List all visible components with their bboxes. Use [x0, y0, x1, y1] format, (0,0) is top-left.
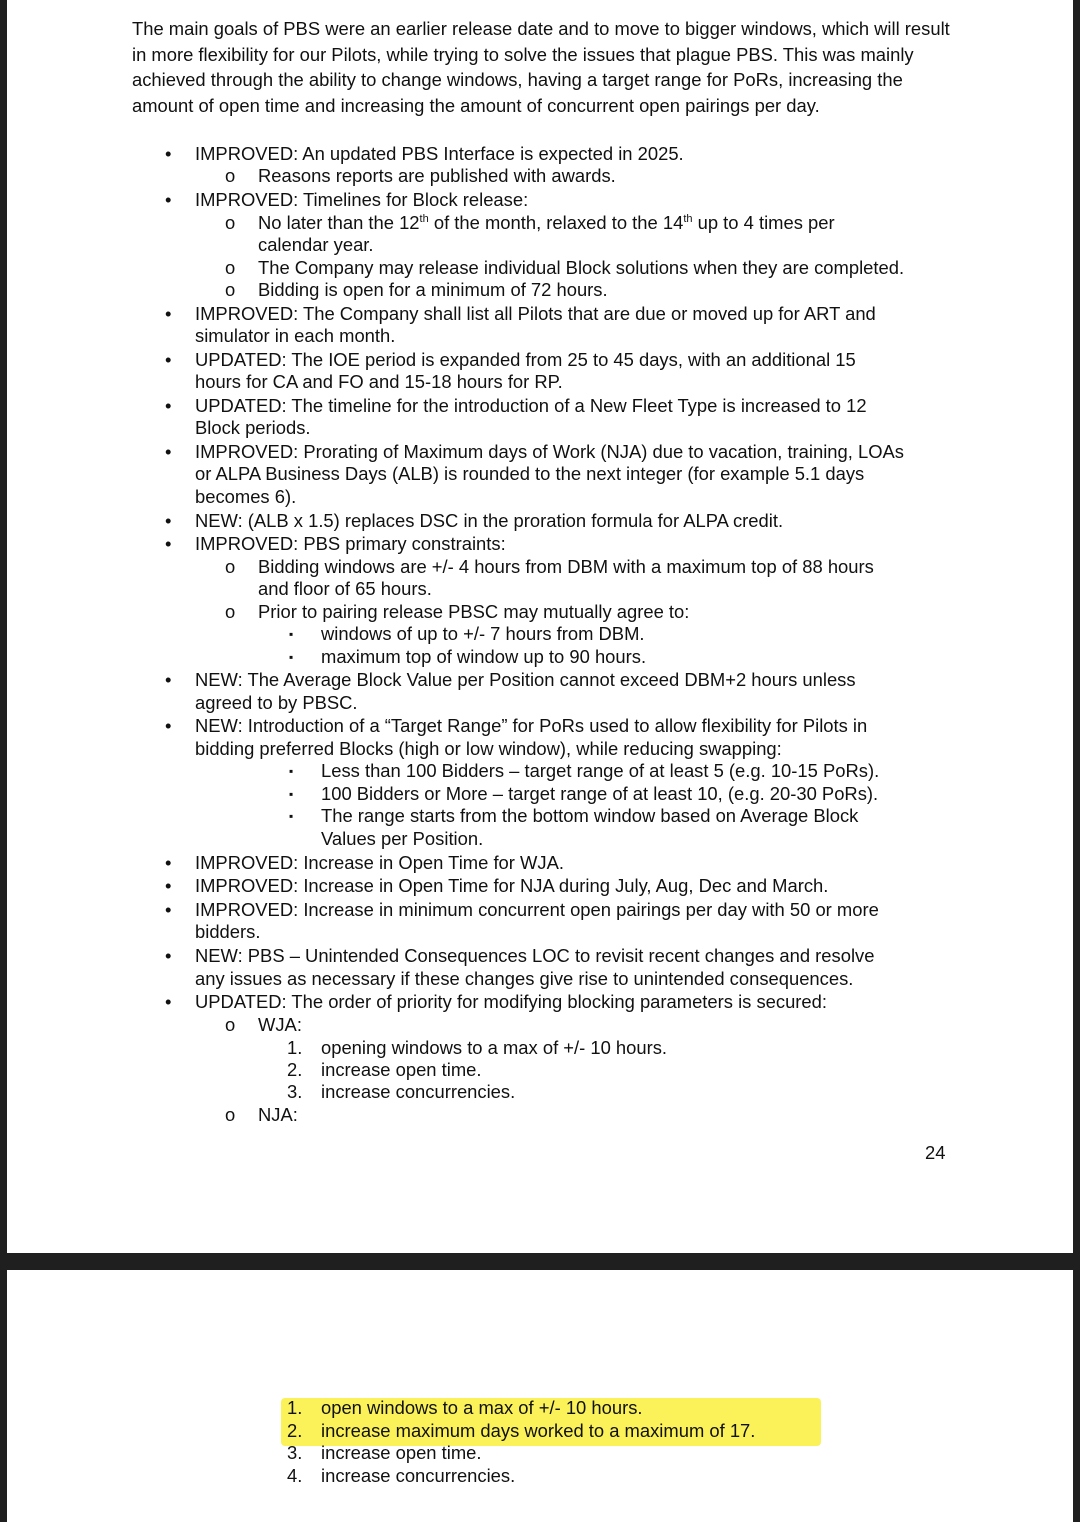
item-wja-label: WJA: [258, 1014, 302, 1035]
item-nja-1: open windows to a max of +/- 10 hours. [321, 1397, 643, 1418]
item-concurrent-pairings: IMPROVED: Increase in minimum concurrent open pairings per day with 50 or more [195, 899, 879, 920]
square-marker: ▪ [289, 650, 294, 664]
item-bidding-open: Bidding is open for a minimum of 72 hours. [258, 279, 608, 300]
circle-marker: o [225, 279, 236, 300]
item-bidding-windows-cont: and floor of 65 hours. [258, 578, 432, 599]
item-range-starts: The range starts from the bottom window based on Average Block [321, 805, 859, 826]
list-number: 1. [287, 1397, 303, 1418]
item-ioe: UPDATED: The IOE period is expanded from 25 to 45 days, with an additional 15 [195, 349, 856, 370]
circle-marker: o [225, 1014, 236, 1035]
circle-marker: o [225, 212, 236, 233]
bullet-marker: • [165, 852, 172, 873]
bullet-marker: • [165, 349, 172, 370]
list-number: 2. [287, 1059, 303, 1080]
square-marker: ▪ [289, 809, 294, 823]
list-number: 2. [287, 1420, 303, 1441]
item-prorating-cont: or ALPA Business Days (ALB) is rounded to the next integer (for example 5.1 days [195, 463, 865, 484]
bullet-marker: • [165, 991, 172, 1012]
square-marker: ▪ [289, 787, 294, 801]
item-primary-constraints: IMPROVED: PBS primary constraints: [195, 533, 506, 554]
item-wja-3: increase concurrencies. [321, 1081, 516, 1102]
item-alb-formula: NEW: (ALB x 1.5) replaces DSC in the proration formula for ALPA credit. [195, 510, 784, 531]
list-number: 3. [287, 1442, 303, 1463]
item-target-range: NEW: Introduction of a “Target Range” for PoRs used to allow flexibility for Pilots in [195, 715, 868, 736]
circle-marker: o [225, 601, 236, 622]
item-timelines: IMPROVED: Timelines for Block release: [195, 189, 529, 210]
item-art-list-cont: simulator in each month. [195, 325, 396, 346]
item-prorating: IMPROVED: Prorating of Maximum days of Work (NJA) due to vacation, training, LOAs [195, 441, 904, 462]
item-pbsc-agree: Prior to pairing release PBSC may mutually agree to: [258, 601, 690, 622]
circle-marker: o [225, 1104, 236, 1125]
item-target-range-cont: bidding preferred Blocks (high or low window), while reducing swapping: [195, 738, 782, 759]
item-reasons-reports: Reasons reports are published with awards. [258, 165, 616, 186]
item-ioe-cont: hours for CA and FO and 15-18 hours for RP. [195, 371, 563, 392]
item-nja-3: increase open time. [321, 1442, 482, 1463]
item-range-starts-cont: Values per Position. [321, 828, 484, 849]
list-number: 4. [287, 1465, 303, 1486]
item-interface: IMPROVED: An updated PBS Interface is expected in 2025. [195, 143, 684, 164]
item-top-90: maximum top of window up to 90 hours. [321, 646, 647, 667]
item-less-100: Less than 100 Bidders – target range of at least 5 (e.g. 10-15 PoRs). [321, 760, 880, 781]
bullet-marker: • [165, 533, 172, 554]
item-release-deadline: No later than the 12th of the month, relaxed to the 14th up to 4 times per [258, 212, 835, 233]
item-unintended-loc-cont: any issues as necessary if these changes give rise to unintended consequences. [195, 968, 854, 989]
item-average-block: NEW: The Average Block Value per Position cannot exceed DBM+2 hours unless [195, 669, 856, 690]
item-concurrent-pairings-cont: bidders. [195, 921, 261, 942]
item-100-more: 100 Bidders or More – target range of at least 10, (e.g. 20-30 PoRs). [321, 783, 879, 804]
item-bidding-windows: Bidding windows are +/- 4 hours from DBM with a maximum top of 88 hours [258, 556, 874, 577]
item-windows-7: windows of up to +/- 7 hours from DBM. [321, 623, 645, 644]
item-priority-order: UPDATED: The order of priority for modifying blocking parameters is secured: [195, 991, 827, 1012]
item-nja-2: increase maximum days worked to a maximum of 17. [321, 1420, 756, 1441]
bullet-marker: • [165, 510, 172, 531]
bullet-marker: • [165, 303, 172, 324]
circle-marker: o [225, 257, 236, 278]
square-marker: ▪ [289, 627, 294, 641]
item-open-time-nja: IMPROVED: Increase in Open Time for NJA during July, Aug, Dec and March. [195, 875, 829, 896]
intro-paragraph: The main goals of PBS were an earlier release date and to move to bigger windows, which will result in more flexibility for our Pilots, while trying to solve the issues that plague PBS. This was mainly achieved through the ability to change windows, having a target range for PoRs, increasing the amount of open time and increasing the amount of concurrent open pairings per day. [132, 18, 950, 116]
document-page-25 [7, 1270, 1073, 1522]
bullet-marker: • [165, 441, 172, 462]
document-page-24 [7, 0, 1073, 1253]
item-open-time-wja: IMPROVED: Increase in Open Time for WJA. [195, 852, 564, 873]
item-nja-label: NJA: [258, 1104, 298, 1125]
item-new-fleet-cont: Block periods. [195, 417, 311, 438]
item-wja-1: opening windows to a max of +/- 10 hours. [321, 1037, 668, 1058]
item-unintended-loc: NEW: PBS – Unintended Consequences LOC to revisit recent changes and resolve [195, 945, 875, 966]
bullet-marker: • [165, 875, 172, 896]
bullet-marker: • [165, 189, 172, 210]
item-wja-2: increase open time. [321, 1059, 482, 1080]
square-marker: ▪ [289, 764, 294, 778]
circle-marker: o [225, 556, 236, 577]
list-number: 1. [287, 1037, 303, 1058]
item-prorating-cont2: becomes 6). [195, 486, 297, 507]
bullet-marker: • [165, 945, 172, 966]
item-new-fleet: UPDATED: The timeline for the introduction of a New Fleet Type is increased to 12 [195, 395, 867, 416]
page-number: 24 [925, 1142, 946, 1163]
item-art-list: IMPROVED: The Company shall list all Pilots that are due or moved up for ART and [195, 303, 876, 324]
bullet-marker: • [165, 715, 172, 736]
bullet-marker: • [165, 899, 172, 920]
item-individual-blocks: The Company may release individual Block solutions when they are completed. [258, 257, 905, 278]
item-average-block-cont: agreed to by PBSC. [195, 692, 358, 713]
bullet-marker: • [165, 669, 172, 690]
bullet-marker: • [165, 143, 172, 164]
item-nja-4: increase concurrencies. [321, 1465, 516, 1486]
circle-marker: o [225, 165, 236, 186]
item-release-deadline-cont: calendar year. [258, 234, 374, 255]
bullet-marker: • [165, 395, 172, 416]
list-number: 3. [287, 1081, 303, 1102]
